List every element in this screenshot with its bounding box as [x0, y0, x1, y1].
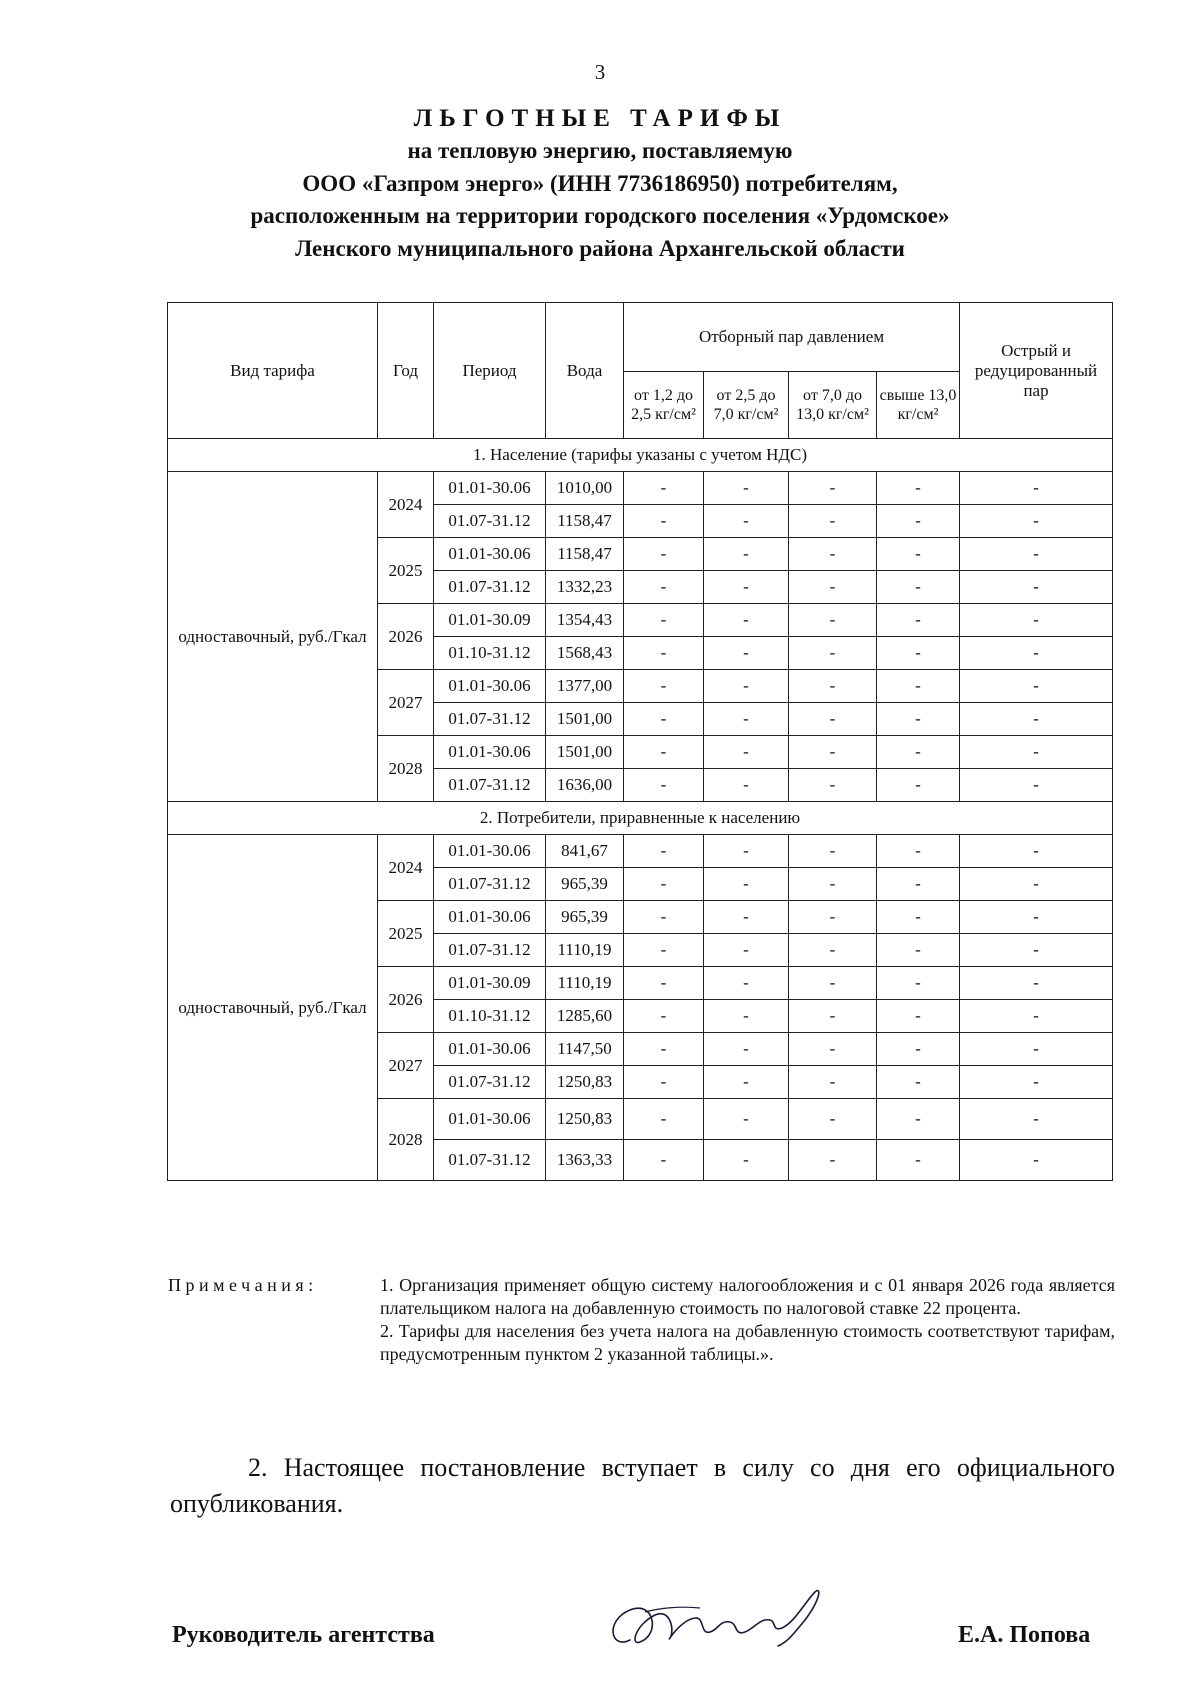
pressure-2-cell: -	[704, 472, 789, 505]
pressure-3-cell: -	[789, 1033, 877, 1066]
sharp-steam-cell: -	[960, 571, 1113, 604]
pressure-2-cell: -	[704, 1140, 789, 1181]
pressure-2-cell: -	[704, 1000, 789, 1033]
handwritten-signature	[600, 1580, 840, 1660]
notes-body	[380, 1274, 1115, 1366]
sharp-steam-cell: -	[960, 637, 1113, 670]
pressure-2-cell: -	[704, 1033, 789, 1066]
pressure-1-cell: -	[624, 637, 704, 670]
pressure-4-cell: -	[877, 637, 960, 670]
period-cell: 01.01-30.06	[434, 670, 546, 703]
pressure-3-cell: -	[789, 1140, 877, 1181]
notes-label: Примечания:	[168, 1275, 318, 1295]
pressure-1-cell: -	[624, 1066, 704, 1099]
header-year: Год	[378, 303, 434, 439]
period-cell: 01.01-30.06	[434, 1033, 546, 1066]
pressure-4-cell: -	[877, 472, 960, 505]
pressure-2-cell: -	[704, 1066, 789, 1099]
signer-name: Е.А. Попова	[958, 1622, 1091, 1648]
water-cell: 1501,00	[546, 736, 624, 769]
water-cell: 1501,00	[546, 703, 624, 736]
pressure-4-cell: -	[877, 538, 960, 571]
pressure-4-cell: -	[877, 703, 960, 736]
page-number: 3	[594, 60, 606, 84]
water-cell: 1010,00	[546, 472, 624, 505]
header-pressure-3: от 7,0 до 13,0 кг/см²	[789, 372, 877, 439]
pressure-2-cell: -	[704, 703, 789, 736]
water-cell: 1110,19	[546, 934, 624, 967]
water-cell: 1377,00	[546, 670, 624, 703]
period-cell: 01.07-31.12	[434, 769, 546, 802]
period-cell: 01.01-30.09	[434, 604, 546, 637]
water-cell: 1354,43	[546, 604, 624, 637]
year-cell: 2024	[378, 835, 434, 901]
pressure-2-cell: -	[704, 769, 789, 802]
pressure-3-cell: -	[789, 967, 877, 1000]
pressure-1-cell: -	[624, 538, 704, 571]
period-cell: 01.01-30.06	[434, 538, 546, 571]
pressure-2-cell: -	[704, 604, 789, 637]
header-sharp-steam: Острый и редуцированный пар	[960, 303, 1113, 439]
pressure-1-cell: -	[624, 934, 704, 967]
sharp-steam-cell: -	[960, 868, 1113, 901]
header-pressure-1: от 1,2 до 2,5 кг/см²	[624, 372, 704, 439]
pressure-3-cell: -	[789, 736, 877, 769]
water-cell: 965,39	[546, 868, 624, 901]
pressure-2-cell: -	[704, 571, 789, 604]
note-1: 1. Организация применяет общую систему налогообложения и с 01 января 2026 года является плательщиком налога на добавленную стоимость по налоговой ставке 22 процента.	[380, 1275, 1115, 1318]
pressure-1-cell: -	[624, 901, 704, 934]
pressure-4-cell: -	[877, 934, 960, 967]
tariff-type-cell: одноставочный, руб./Гкал	[168, 472, 378, 802]
tariff-body	[168, 439, 1113, 1181]
title-line-1: на тепловую энергию, поставляемую	[407, 138, 793, 163]
pressure-4-cell: -	[877, 604, 960, 637]
tariff-table	[167, 302, 1113, 1181]
pressure-2-cell: -	[704, 868, 789, 901]
water-cell: 1568,43	[546, 637, 624, 670]
sharp-steam-cell: -	[960, 934, 1113, 967]
pressure-2-cell: -	[704, 670, 789, 703]
sharp-steam-cell: -	[960, 835, 1113, 868]
pressure-2-cell: -	[704, 901, 789, 934]
header-pressure-4: свыше 13,0 кг/см²	[877, 372, 960, 439]
header-steam-group: Отборный пар давлением	[624, 303, 960, 372]
pressure-1-cell: -	[624, 1099, 704, 1140]
pressure-1-cell: -	[624, 1033, 704, 1066]
header-water: Вода	[546, 303, 624, 439]
title-line-2: ООО «Газпром энерго» (ИНН 7736186950) потребителям,	[302, 170, 898, 196]
pressure-3-cell: -	[789, 538, 877, 571]
pressure-2-cell: -	[704, 835, 789, 868]
pressure-1-cell: -	[624, 769, 704, 802]
header-pressure-2: от 2,5 до 7,0 кг/см²	[704, 372, 789, 439]
pressure-3-cell: -	[789, 472, 877, 505]
pressure-2-cell: -	[704, 637, 789, 670]
table-row	[168, 835, 1113, 868]
note-2: 2. Тарифы для населения без учета налога на добавленную стоимость соответствуют тарифам, предусмотренным пунктом 2 указанной таблицы.».	[380, 1321, 1115, 1364]
pressure-4-cell: -	[877, 571, 960, 604]
sharp-steam-cell: -	[960, 736, 1113, 769]
sharp-steam-cell: -	[960, 1066, 1113, 1099]
water-cell: 1250,83	[546, 1066, 624, 1099]
title-main: ЛЬГОТНЫЕ ТАРИФЫ	[413, 105, 787, 132]
period-cell: 01.01-30.06	[434, 835, 546, 868]
water-cell: 1158,47	[546, 538, 624, 571]
sharp-steam-cell: -	[960, 1099, 1113, 1140]
signature-block	[0, 1580, 1200, 1660]
water-cell: 1110,19	[546, 967, 624, 1000]
pressure-3-cell: -	[789, 637, 877, 670]
water-cell: 1636,00	[546, 769, 624, 802]
section-title: 1. Население (тарифы указаны с учетом НДС)	[168, 439, 1113, 472]
pressure-4-cell: -	[877, 901, 960, 934]
pressure-4-cell: -	[877, 670, 960, 703]
sharp-steam-cell: -	[960, 604, 1113, 637]
pressure-3-cell: -	[789, 670, 877, 703]
pressure-2-cell: -	[704, 736, 789, 769]
year-cell: 2025	[378, 901, 434, 967]
period-cell: 01.07-31.12	[434, 934, 546, 967]
pressure-1-cell: -	[624, 967, 704, 1000]
sharp-steam-cell: -	[960, 1140, 1113, 1181]
pressure-1-cell: -	[624, 1140, 704, 1181]
year-cell: 2027	[378, 670, 434, 736]
pressure-4-cell: -	[877, 505, 960, 538]
pressure-3-cell: -	[789, 934, 877, 967]
pressure-1-cell: -	[624, 703, 704, 736]
table-row	[168, 472, 1113, 505]
pressure-1-cell: -	[624, 604, 704, 637]
pressure-3-cell: -	[789, 1066, 877, 1099]
section-row	[168, 802, 1113, 835]
pressure-1-cell: -	[624, 670, 704, 703]
pressure-3-cell: -	[789, 901, 877, 934]
pressure-4-cell: -	[877, 1099, 960, 1140]
pressure-2-cell: -	[704, 934, 789, 967]
period-cell: 01.07-31.12	[434, 1066, 546, 1099]
pressure-3-cell: -	[789, 868, 877, 901]
pressure-3-cell: -	[789, 571, 877, 604]
water-cell: 1158,47	[546, 505, 624, 538]
header-period: Период	[434, 303, 546, 439]
period-cell: 01.07-31.12	[434, 505, 546, 538]
document-title	[100, 103, 1100, 265]
pressure-4-cell: -	[877, 835, 960, 868]
sharp-steam-cell: -	[960, 538, 1113, 571]
pressure-3-cell: -	[789, 1000, 877, 1033]
sharp-steam-cell: -	[960, 967, 1113, 1000]
pressure-4-cell: -	[877, 736, 960, 769]
sharp-steam-cell: -	[960, 703, 1113, 736]
period-cell: 01.01-30.06	[434, 1099, 546, 1140]
pressure-3-cell: -	[789, 505, 877, 538]
sharp-steam-cell: -	[960, 505, 1113, 538]
sharp-steam-cell: -	[960, 901, 1113, 934]
pressure-1-cell: -	[624, 571, 704, 604]
pressure-4-cell: -	[877, 1066, 960, 1099]
year-cell: 2024	[378, 472, 434, 538]
water-cell: 1285,60	[546, 1000, 624, 1033]
period-cell: 01.10-31.12	[434, 637, 546, 670]
pressure-3-cell: -	[789, 703, 877, 736]
tariff-type-cell: одноставочный, руб./Гкал	[168, 835, 378, 1181]
water-cell: 1250,83	[546, 1099, 624, 1140]
pressure-4-cell: -	[877, 769, 960, 802]
pressure-4-cell: -	[877, 868, 960, 901]
year-cell: 2027	[378, 1033, 434, 1099]
pressure-4-cell: -	[877, 1033, 960, 1066]
period-cell: 01.10-31.12	[434, 1000, 546, 1033]
year-cell: 2026	[378, 604, 434, 670]
signer-title: Руководитель агентства	[172, 1622, 435, 1648]
pressure-1-cell: -	[624, 736, 704, 769]
pressure-4-cell: -	[877, 967, 960, 1000]
pressure-3-cell: -	[789, 769, 877, 802]
period-cell: 01.01-30.06	[434, 736, 546, 769]
water-cell: 1147,50	[546, 1033, 624, 1066]
pressure-1-cell: -	[624, 472, 704, 505]
section-title: 2. Потребители, приравненные к населению	[168, 802, 1113, 835]
year-cell: 2025	[378, 538, 434, 604]
title-line-4: Ленского муниципального района Архангельской области	[295, 235, 905, 261]
pressure-2-cell: -	[704, 538, 789, 571]
water-cell: 1332,23	[546, 571, 624, 604]
sharp-steam-cell: -	[960, 670, 1113, 703]
pressure-2-cell: -	[704, 505, 789, 538]
sharp-steam-cell: -	[960, 769, 1113, 802]
pressure-3-cell: -	[789, 604, 877, 637]
water-cell: 841,67	[546, 835, 624, 868]
period-cell: 01.07-31.12	[434, 571, 546, 604]
pressure-1-cell: -	[624, 835, 704, 868]
period-cell: 01.07-31.12	[434, 703, 546, 736]
period-cell: 01.01-30.06	[434, 472, 546, 505]
sharp-steam-cell: -	[960, 1033, 1113, 1066]
clause-2: 2. Настоящее постановление вступает в силу со дня его официального опубликования.	[170, 1453, 1115, 1518]
period-cell: 01.07-31.12	[434, 868, 546, 901]
pressure-2-cell: -	[704, 967, 789, 1000]
pressure-2-cell: -	[704, 1099, 789, 1140]
sharp-steam-cell: -	[960, 1000, 1113, 1033]
pressure-1-cell: -	[624, 505, 704, 538]
pressure-3-cell: -	[789, 1099, 877, 1140]
water-cell: 965,39	[546, 901, 624, 934]
header-tariff-type: Вид тарифа	[168, 303, 378, 439]
pressure-4-cell: -	[877, 1000, 960, 1033]
year-cell: 2026	[378, 967, 434, 1033]
pressure-1-cell: -	[624, 1000, 704, 1033]
pressure-1-cell: -	[624, 868, 704, 901]
year-cell: 2028	[378, 736, 434, 802]
water-cell: 1363,33	[546, 1140, 624, 1181]
section-row	[168, 439, 1113, 472]
pressure-4-cell: -	[877, 1140, 960, 1181]
title-line-3: расположенным на территории городского поселения «Урдомское»	[250, 203, 950, 228]
period-cell: 01.01-30.06	[434, 901, 546, 934]
period-cell: 01.07-31.12	[434, 1140, 546, 1181]
pressure-3-cell: -	[789, 835, 877, 868]
year-cell: 2028	[378, 1099, 434, 1181]
period-cell: 01.01-30.09	[434, 967, 546, 1000]
sharp-steam-cell: -	[960, 472, 1113, 505]
